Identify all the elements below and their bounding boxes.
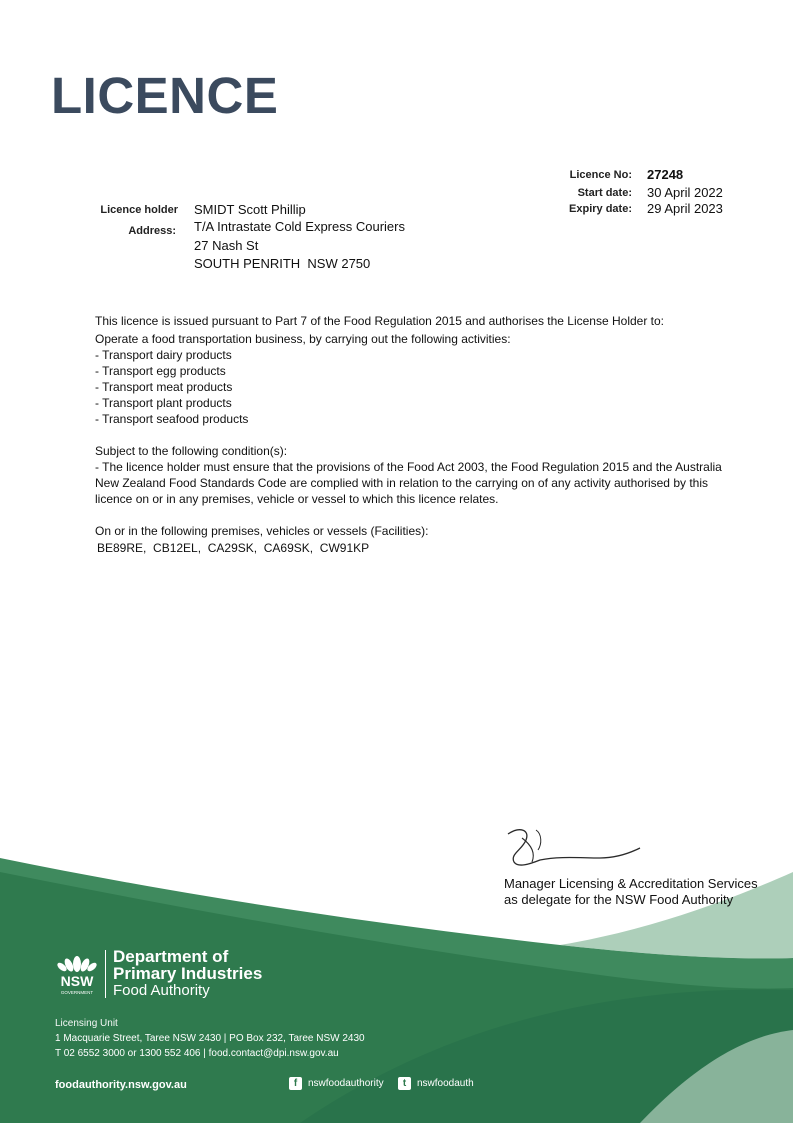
facebook-handle: nswfoodauthority xyxy=(308,1078,384,1089)
food-authority-label: Food Authority xyxy=(113,982,210,999)
licence-no-label: Licence No: xyxy=(569,169,632,181)
address-line-3: SOUTH PENRITH NSW 2750 xyxy=(194,256,371,271)
website-link[interactable]: foodauthority.nsw.gov.au xyxy=(55,1079,187,1091)
facebook-icon: f xyxy=(289,1077,302,1090)
licence-intro: This licence is issued pursuant to Part 7 of the Food Regulation 2015 and authorises the License Holder to: xyxy=(95,314,665,328)
address-line-2: 27 Nash St xyxy=(194,238,259,253)
activity-item: - Transport seafood products xyxy=(95,412,249,426)
twitter-icon: t xyxy=(398,1077,411,1090)
waratah-logo-icon xyxy=(55,948,99,972)
activity-item: - Transport dairy products xyxy=(95,348,232,362)
licensing-unit-label: Licensing Unit xyxy=(55,1018,118,1029)
twitter-handle: nswfoodauth xyxy=(417,1078,474,1089)
facilities-list: BE89RE, CB12EL, CA29SK, CA69SK, CW91KP xyxy=(97,541,370,555)
address-label: Address: xyxy=(128,225,176,237)
signature-image xyxy=(500,822,650,874)
start-date-label: Start date: xyxy=(577,187,632,199)
activity-item: - Transport egg products xyxy=(95,364,226,378)
government-logo-text: GOVERNMENT xyxy=(60,990,94,995)
licence-no-value: 27248 xyxy=(647,167,684,182)
activity-item: - Transport plant products xyxy=(95,396,232,410)
conditions-heading: Subject to the following condition(s): xyxy=(95,444,288,458)
licence-title: LICENCE xyxy=(51,67,279,124)
condition-line: - The licence holder must ensure that the provisions of the Food Act 2003, the Food Regulation 2015 and the Australia xyxy=(95,460,722,474)
logo-divider xyxy=(105,950,106,998)
business-description: Operate a food transportation business, by carrying out the following activities: xyxy=(95,332,511,346)
condition-line: licence on or in any premises, vehicle or vessel to which this licence relates. xyxy=(95,492,499,506)
holder-name: SMIDT Scott Phillip xyxy=(194,202,306,217)
department-name-line-2: Primary Industries xyxy=(113,964,263,983)
facebook-link[interactable] xyxy=(289,1077,384,1090)
activity-item: - Transport meat products xyxy=(95,380,233,394)
signatory-delegate: as delegate for the NSW Food Authority xyxy=(504,892,734,907)
footer-address: 1 Macquarie Street, Taree NSW 2430 | PO Box 232, Taree NSW 2430 xyxy=(55,1033,365,1044)
signatory-title: Manager Licensing & Accreditation Services xyxy=(504,876,758,891)
department-name-line-1: Department of xyxy=(113,947,229,966)
condition-line: New Zealand Food Standards Code are complied with in relation to the carrying on of any activity authorised by this xyxy=(95,476,708,490)
holder-label: Licence holder xyxy=(100,204,178,216)
address-line-1: T/A Intrastate Cold Express Couriers xyxy=(194,219,405,234)
expiry-date-label: Expiry date: xyxy=(569,203,632,215)
twitter-link[interactable] xyxy=(398,1077,474,1090)
start-date-value: 30 April 2022 xyxy=(647,185,723,200)
facilities-heading: On or in the following premises, vehicles or vessels (Facilities): xyxy=(95,524,429,538)
nsw-logo-text: NSW xyxy=(60,973,94,989)
footer-contact: T 02 6552 3000 or 1300 552 406 | food.contact@dpi.nsw.gov.au xyxy=(55,1048,339,1059)
expiry-date-value: 29 April 2023 xyxy=(647,201,723,216)
